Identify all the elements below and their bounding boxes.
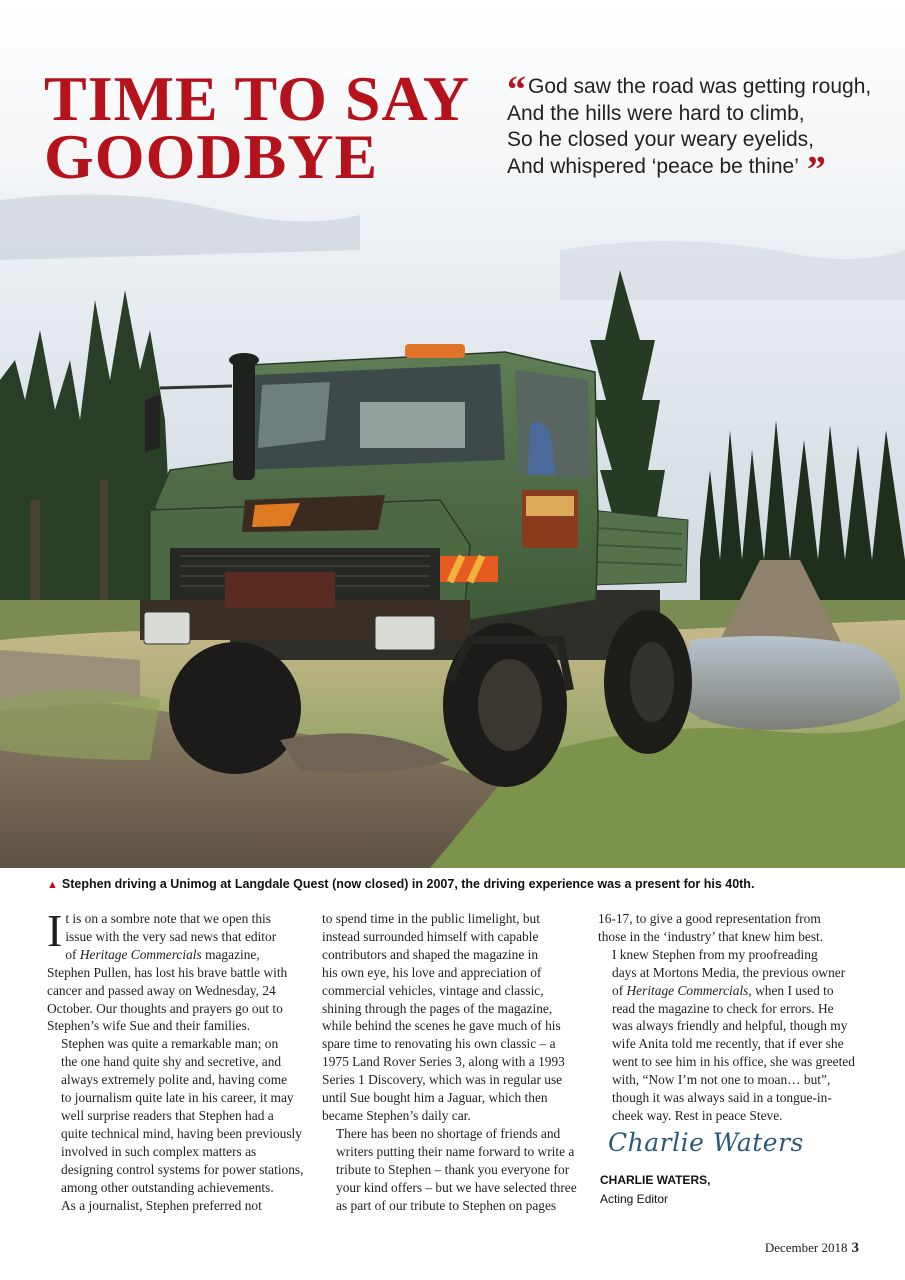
headline [44, 63, 484, 192]
headline-line-2: GOODBYE [44, 121, 379, 192]
headline-line-1: TIME TO SAY [44, 63, 470, 134]
magazine-title: Heritage Commercials [626, 982, 749, 998]
line-with-italic: of Heritage Commercials magazine, [65, 946, 260, 962]
article-column-3 [598, 910, 856, 1125]
paragraph-3: As a journalist, Stephen preferred not [61, 1197, 262, 1213]
pull-quote-poem [507, 69, 897, 191]
magazine-title: Heritage Commercials [79, 946, 202, 962]
paragraph-5: I knew Stephen from my proofreading days at Mortons Media, the previous owner of Heritage Commercials, when I used to read the magazine to check for errors. He was always friendly and helpful, though my wife Anita told me recently, that if ever she went to see him in his office, she was greeted with, “Now I’m not one to moan… but”, though it was always said in a tongue-in- cheek way. Rest in peace Steve. [612, 946, 855, 1123]
paragraph-4: There has been no shortage of friends and writers putting their name forward to write a tribute to Stephen – thank you everyone for your kind offers – but we have selected three as part of our tribute to Stephen on pages [336, 1125, 577, 1213]
poem-line-1: “ God saw the road was getting rough, [507, 69, 872, 111]
drop-cap: I [47, 905, 63, 956]
paragraph-3-cont: to spend time in the public limelight, but instead surrounded himself with capable contributors and shaped the magazine in his own eye, his love and appreciation of commercial vehicles, vintage and classic, shining through the pages of the magazine, while behind the scenes he gave much of his spare time to renovating his own classic – a 1975 Land Rover Series 3, along with a 1993 Series 1 Discovery, which was in regular use until Sue bought him a Jaguar, which then became Stephen’s daily car. [322, 911, 565, 1123]
caption-triangle-icon: ▲ [47, 879, 58, 891]
poem-line-2: And the hills were hard to climb, [507, 101, 805, 125]
article-column-1 [47, 905, 309, 1214]
poem-line-3: So he closed your weary eyelids, [507, 128, 814, 151]
signature-script: Charlie Waters [608, 1128, 804, 1157]
open-quote-icon: “ [507, 69, 522, 111]
close-quote-icon: ” [806, 148, 822, 191]
paragraph-4-cont: 16-17, to give a good representation from those in the ‘industry’ that knew him best. [598, 911, 824, 944]
paragraph-1: I t is on a sombre note that we open this issue with the very sad news that editor of Heritage Commercials magazine, Stephen Pullen, has lost his brave battle with cancer and passed away on Wednesday, 24 October. Our thoughts and prayers go out to Stephen’s wife Sue and their families. [47, 910, 309, 1035]
photo-caption [47, 877, 867, 891]
issue-date: December 2018 [764, 1240, 848, 1255]
author-role: Acting Editor [600, 1192, 669, 1206]
paragraph-2: Stephen was quite a remarkable man; on the one hand quite shy and secretive, and always extremely polite and, having come to journalism quite late in his career, it may well surprise readers that Stephen had a quite technical mind, having been previously involved in such complex matters as designing control systems for power stations, among other outstanding achievements. [61, 1036, 304, 1195]
page-footer [765, 1240, 859, 1257]
caption-text: Stephen driving a Unimog at Langdale Quest (now closed) in 2007, the driving experience was a present for his 40th. [61, 877, 755, 891]
author-name: CHARLIE WATERS, [600, 1173, 711, 1187]
page-number: 3 [851, 1240, 859, 1256]
poem-line-4: And whispered ‘peace be thine’ ” [507, 148, 822, 191]
article-column-2 [322, 910, 582, 1214]
